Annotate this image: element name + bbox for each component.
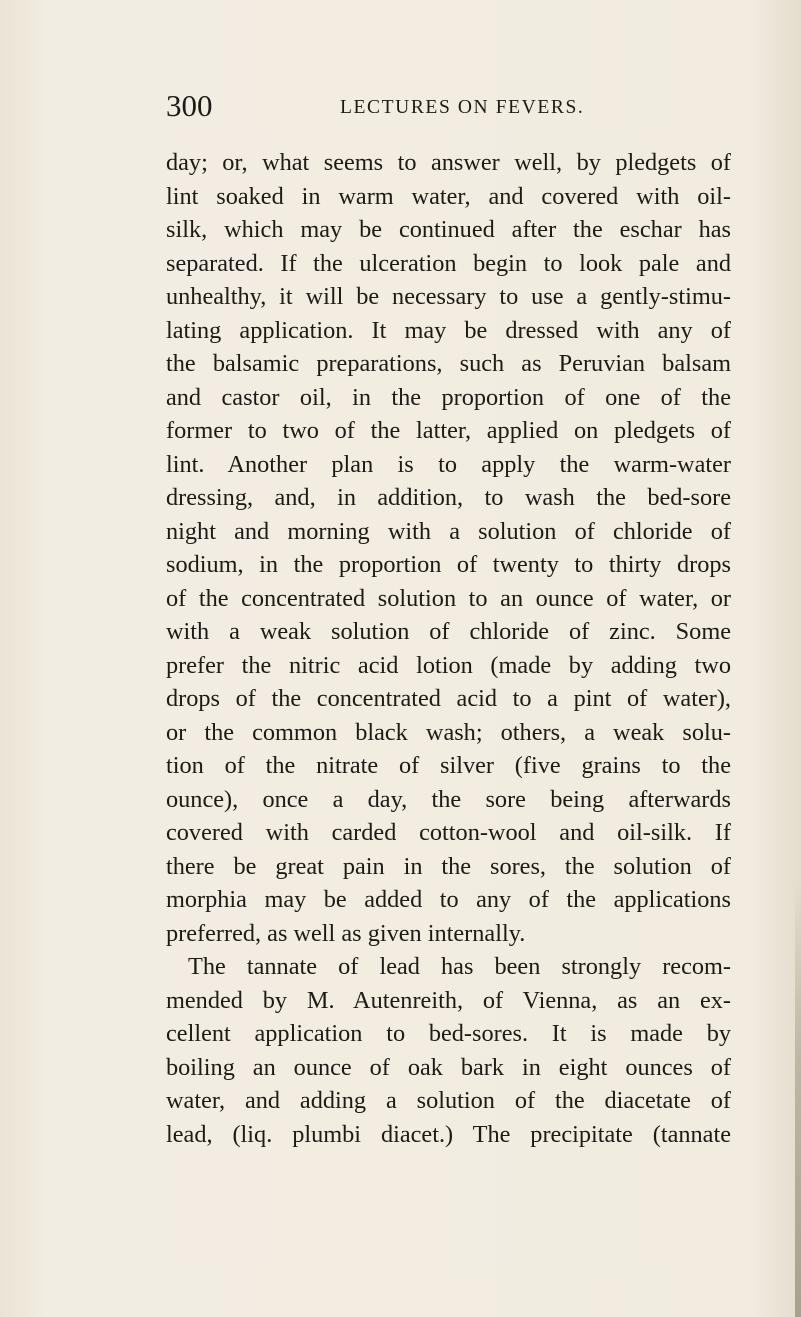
text-line: tion of the nitrate of silver (five grains to the (166, 752, 731, 779)
text-line: sodium, in the proportion of twenty to thirty drops (166, 551, 731, 578)
text-line: covered with carded cotton-wool and oil-silk. If (166, 819, 731, 846)
text-line: lint soaked in warm water, and covered with oil- (166, 182, 731, 210)
text-line: and castor oil, in the proportion of one of the (166, 383, 731, 411)
text-line: mended by M. Autenreith, of Vienna, as an ex- (166, 986, 731, 1014)
text-line: or the common black wash; others, a weak solu- (166, 718, 731, 746)
body-text (166, 146, 731, 1151)
text-line: separated. If the ulceration begin to look pale and (166, 249, 731, 277)
text-line: cellent application to bed-sores. It is made by (166, 1020, 731, 1047)
text-line: preferred, as well as given internally. (166, 919, 526, 947)
text-line: morphia may be added to any of the applications (166, 886, 731, 913)
page-edge-shadow (795, 880, 801, 1317)
text-line: there be great pain in the sores, the solution of (166, 852, 731, 880)
text-line: drops of the concentrated acid to a pint of water), (166, 685, 731, 712)
text-line: the balsamic preparations, such as Peruvian balsam (166, 350, 731, 377)
text-line: The tannate of lead has been strongly recom- (188, 953, 731, 980)
text-line: silk, which may be continued after the eschar has (166, 216, 731, 243)
text-line: lating application. It may be dressed with any of (166, 316, 731, 344)
text-line: day; or, what seems to answer well, by pledgets of (166, 149, 731, 176)
text-line: former to two of the latter, applied on pledgets of (166, 417, 731, 444)
text-line: lead, (liq. plumbi diacet.) The precipitate (tannate (166, 1120, 731, 1148)
text-line: boiling an ounce of oak bark in eight ounces of (166, 1053, 731, 1081)
text-line: dressing, and, in addition, to wash the bed-sore (166, 484, 731, 511)
page-number: 300 (166, 88, 213, 123)
text-line: ounce), once a day, the sore being afterwards (166, 785, 731, 813)
text-line: lint. Another plan is to apply the warm-water (166, 450, 731, 478)
text-line: with a weak solution of chloride of zinc. Some (166, 618, 731, 645)
text-line: night and morning with a solution of chloride of (166, 517, 731, 545)
text-line: unhealthy, it will be necessary to use a gently-stimu- (166, 283, 731, 310)
text-line: of the concentrated solution to an ounce of water, or (166, 584, 731, 612)
text-line: prefer the nitric acid lotion (made by adding two (166, 651, 731, 679)
running-head: LECTURES ON FEVERS. (340, 97, 585, 118)
text-line: water, and adding a solution of the diacetate of (166, 1087, 731, 1114)
page-header (166, 86, 726, 126)
